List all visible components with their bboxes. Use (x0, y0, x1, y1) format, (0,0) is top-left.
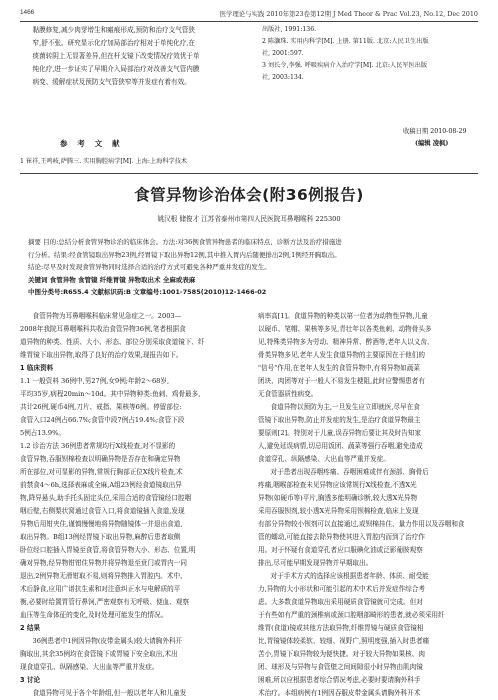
text-line: 力,异物的大小形状和可能引起的术中术后并发症作综合考 (258, 585, 425, 593)
text-line: 1 临床资料 (20, 364, 54, 372)
text-line: 异物(如硬币等)平片,胸透多能明确诊断,较大透X光异物 (258, 494, 418, 502)
references-heading: 参考文献 (60, 139, 130, 148)
text-line: 比,胃镜镜体较柔软、较细、视野广,照明度强,插入时患者痛 (258, 637, 430, 645)
received-date (373, 126, 467, 150)
abstract-line: 关键词 食管异物 食管镜 纤维胃镜 异物取出术 全麻或表麻 (28, 275, 196, 284)
text-line: 食管异物,吞服钡棉检查以明确异物是否存在和确定异物 (20, 455, 181, 463)
text-line: 共计26例,硬币4例,刀片、戒指、果核等6例。停留部位: (20, 403, 182, 411)
text-line: 36例患者中1例因异物(皮带金属头)较大请胸外科开 (32, 637, 183, 645)
text-line: 道异物的种类、性质、大小、形态、部位分别采取食道镜下、纤 (20, 338, 205, 346)
text-line: 食道异物以预防为主,一旦发生应立即就医,尽早在食 (270, 403, 420, 411)
text-line: 病变、缓解症状及预防支气管狭窄等并发症有着有效。 (32, 78, 191, 86)
text-line: 痰菌转阴上无显著差异,但在杆支镜下改变情况疗效优于单 (32, 52, 200, 60)
abstract-line: 结论:尽早及时发现食管异物同时选择合适的治疗方式可避免各种严重并发症的发生。 (28, 263, 271, 271)
reference-line: 2 陈灏珠. 实用内科学[M]. 上册. 第11版. 北京:人民卫生出版 (262, 38, 429, 45)
text-line: 术治疗。本组病例有1例因吞服皮带金属头请胸外科开术 (258, 689, 421, 697)
text-line: 现食道穿孔、纵隔感染、大出血等严重并发症。 (20, 663, 159, 671)
text-line: 确对异物,经异物钳钳住异物并将异物退至贲门或胃内一同 (20, 559, 187, 567)
references-right (262, 24, 478, 84)
text-line: 卧位经口腔插入胃镜至食管,将食管异物大小、形态、位置,明 (20, 546, 196, 554)
text-line: 病率高[1]。食道异物的种类以第一位者为动物性异物,儿童 (258, 312, 428, 320)
text-line: 退出,2例异物无滑钳取不易,则将异物推入胃腔内。术中、 (20, 572, 187, 580)
text-line: 胸取出,其余35例均在食管镜下或胃镜下安全取出,术出 (20, 650, 178, 658)
abstract-line: 中图分类号:R655.4 文献标识码:B 文章编号:1001-7585(2010)12-1466-02 (28, 288, 267, 296)
text-line: 取出异物。B组13例经胃镜下取出异物,麻醉后患者取侧 (20, 533, 181, 541)
text-line: 维胃(食道)镜或其他方法取异物,纤维胃镜与硬质食管镜相 (258, 624, 424, 632)
article-authors: 姚汉根 储俊才 江苏省泰州市第四人民医院耳鼻咽喉科 225300 (157, 215, 341, 223)
reference-line: 3 刘长令,李强. 呼吸疾病介入治疗学[M]. 北京:人民军医出版 (262, 62, 428, 69)
text-line: 纯化疗,进一步证实了早期介入局部治疗对改善支气管内膜 (32, 65, 200, 73)
text-line: 血压等生命体征的变化,及时处理可能发生的情况。 (20, 611, 168, 619)
text-line: 于有些如有严重的颈椎病或颈口腔咽部畸形的患者,就必须采用纤 (258, 611, 445, 619)
text-line: 困难,所以应根据患者综合情况考虑,必要时要请胸外科手 (258, 676, 421, 684)
text-line: 以硬币、笔帽、果核等多见,青壮年以各类鱼刺、动物骨头多 (258, 325, 432, 333)
text-line: 食道异物可见于各个年龄组,但一般以老年人和儿童发 (32, 689, 187, 697)
article-separator (20, 173, 478, 174)
text-line: 黏膜修复,减少肉芽增生和瘢痕形成,预防和治疗支气管狭 (32, 26, 195, 34)
text-line: 人,避免延误病情,切忌用饭团、蔬菜等强行吞咽,避免造成 (258, 442, 423, 450)
body-left-column (20, 310, 248, 700)
abstract (28, 236, 468, 299)
text-line: 对于手术方式的选择应该根据患者年龄、体质、耐受能 (270, 572, 429, 580)
text-line: 咽后壁,右侧梨状窝通过食管入口,将食道镜插入食道,发现 (20, 507, 185, 515)
text-line: 无食管器质性病变。 (258, 390, 318, 398)
reference-line: 出版社, 1991:136. (262, 26, 317, 33)
received-line: 收稿日期 2010-08-29 (403, 128, 467, 135)
text-line: 采用吞服钡剂,较小透X光异物采用钡棉检查,临床上发现 (258, 507, 419, 515)
text-line: 2 结果 (20, 624, 41, 632)
references-left (20, 156, 246, 168)
article-title: 食管异物诊治体会(附36例报告) (134, 186, 364, 204)
reference-line: 社, 2001:597. (262, 50, 304, 57)
running-header (20, 8, 478, 20)
text-line: 异物后用钳夹住,谨慎慢慢地将异物随镜体一并退出食道, (20, 520, 183, 528)
previous-article-text (20, 24, 246, 89)
text-line: 疼痛,咽喉部检查未见异物应该常规行X线检查,不透X光 (258, 481, 417, 489)
page-number: 1466 (20, 9, 35, 16)
body-right-column (258, 310, 480, 700)
text-line: 苦小,胃镜下取异物较为便快捷。对于较大异物如果核、肉 (258, 650, 425, 658)
text-line: 食管异物为耳鼻咽喉科临床常见急症之一。2003— (32, 312, 182, 320)
text-line: 维胃镜下取出异物,取得了良好的治疗效果,现报告如下。 (20, 351, 183, 359)
text-line: 用。对于怀疑有食道穿孔者应口服碘化油或泛影葡胺观察 (258, 546, 423, 554)
reference-line: 1 崔祥,王鸣岐,萨腾三. 实用胸腔病学[M]. 上海:上海科学技术 (20, 158, 188, 165)
text-line: 平均35岁,病程20min～10d。其中异物种类:鱼刺、鸡骨最多, (20, 390, 201, 398)
text-line: "信号"作用,在老年人发生的食管异物中,有将异物如蔬菜 (258, 364, 420, 372)
text-line: 3 讨论 (20, 676, 41, 684)
text-line: 前禁食4～6h,选择表麻或全麻,A组23例经食道镜取出异 (20, 481, 182, 489)
text-line: 窄,舒不张。研究显示化疗加局部治疗相对于单纯化疗,在 (32, 39, 195, 47)
text-line: 5例占13.9%。 (20, 429, 65, 437)
text-line: 管的蠕动,可能直接去除异物使其进入胃腔内而到了治疗作 (258, 533, 425, 541)
text-line: 2008年我院耳鼻咽喉科共收治食管异物36例,笔者根据食 (20, 325, 186, 333)
text-line: 衡,必要时给置胃管行鼻饲,严密观察有无呼吸、便血、观察 (20, 598, 190, 606)
text-line: 管镜下取出异物,防止并发症的发生,是治疗食道异物最主 (258, 416, 421, 424)
text-line: 团块、肉团等对于一般人不易发生梗阻,此时应警惕患者有 (258, 377, 425, 385)
journal-citation: 医学理论与实践 2010年第23卷第12期 J Med Theor & Prac Vol.23, No.12, Dec 2010 (219, 10, 478, 18)
text-line: 团、球形及与异物与食管壁之间间隙很小时异物由肌肉镜 (258, 663, 423, 671)
text-line: 排出,尽可能早期发现异物并早期取出。 (258, 559, 373, 567)
reference-line: 社, 2003:134. (262, 74, 304, 81)
abstract-line: 行分析。结果:经食管镜取出异物23例,经胃镜下取出异物12例,其中推入胃内后随便排出2例,1例经开胸取出。 (28, 250, 341, 259)
text-line: 物,降异悬头,助手托头固定头位,采用合适的食管镜经口腔咽 (20, 494, 192, 502)
text-line: 食道穿孔、纵隔感染、大出血等严重并发症。 (258, 455, 390, 463)
text-line: 见,特殊类异物多为劳动、精神异常、醉酒等,老年人以义齿、 (258, 338, 434, 346)
abstract-line: 摘要 目的:总结分析食管异物诊治的临床体会。方法:对36例食管异物患者的临床特点、诊断方法及治疗措施进 (28, 238, 342, 246)
text-line: 1.2 诊治方法 36例患者常规均行X线检查,对不显影的 (20, 442, 176, 450)
editor-line: (编辑 凌枫) (415, 140, 449, 147)
text-line: 对于患者出现吞咽疼痛、吞咽困难或伴有颈部、胸骨后 (270, 468, 429, 476)
header-rule (20, 21, 478, 22)
text-line: 有部分异物较小钡剂可以直接通过,或钡棉挂住、量力作用以及吞咽和食 (258, 520, 465, 528)
text-line: 要原则[2]。特别对于儿童,误吞异物后要让其及时告知家 (258, 429, 422, 437)
text-line: 1.1 一般资料 36例中,男27例,女9例;年龄2～68岁, (20, 377, 170, 385)
text-line: 骨类异物多见,老年人发生食道异物的主要原因在于他们的 (258, 351, 425, 359)
text-line: 术后静食,应用广谱抗生素和对注意纠正水与电解质的平 (20, 585, 181, 593)
text-line: 食管入口24例占66.7%;食管中段7例占19.4%;食管下段 (20, 416, 185, 424)
text-line: 所在部位,对可显影的异物,常规行胸部正位X线片检查,术 (20, 468, 183, 476)
text-line: 虑。大多数食道异物取出采用硬质食管镜就可完成。但对 (258, 598, 423, 606)
